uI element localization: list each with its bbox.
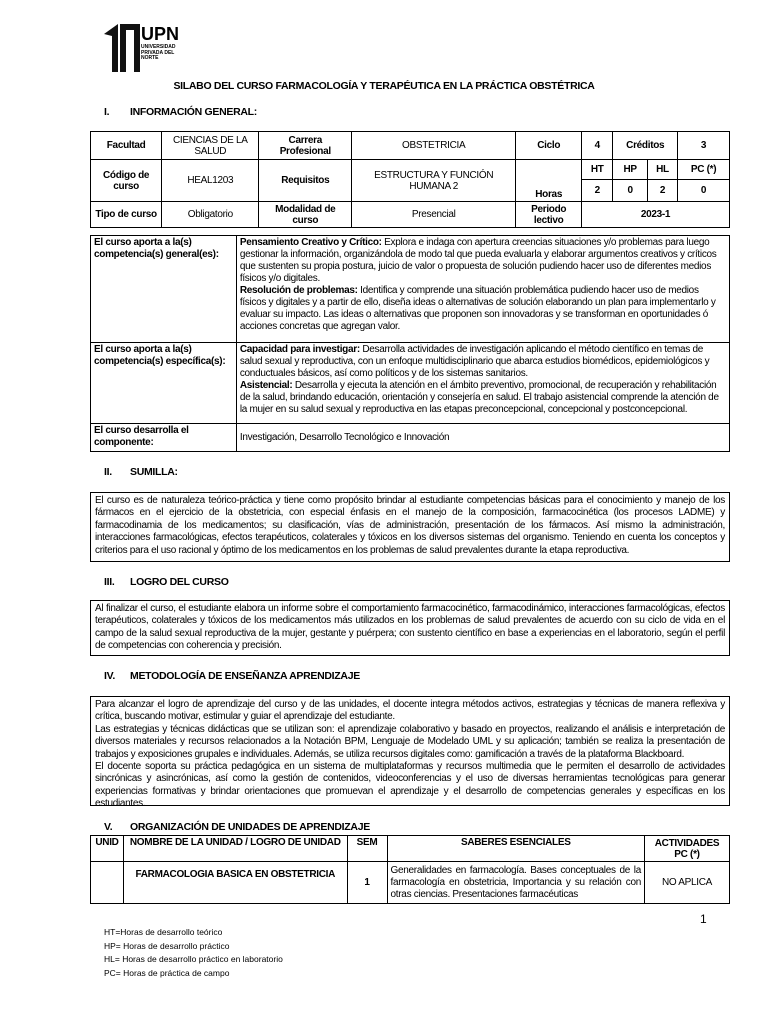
- ht-label: HT: [582, 160, 613, 180]
- unidades-table: [90, 835, 730, 904]
- footnote-ht: HT=Horas de desarrollo teórico: [104, 927, 223, 937]
- modalidad-value: Presencial: [352, 202, 516, 228]
- pc-label: PC (*): [678, 160, 730, 180]
- facultad-value: CIENCIAS DE LA SALUD: [162, 132, 259, 160]
- pc-value: 0: [678, 180, 730, 202]
- unidades-header-saberes: SABERES ESENCIALES: [387, 836, 644, 862]
- requisitos-value: ESTRUCTURA Y FUNCIÓN HUMANA 2: [352, 160, 516, 202]
- general-info-table: [90, 131, 730, 228]
- footnote-hp: HP= Horas de desarrollo práctico: [104, 940, 230, 951]
- tipo-value: Obligatorio: [162, 202, 259, 228]
- competencias-table: [90, 235, 730, 452]
- requisitos-label: Requisitos: [259, 160, 352, 202]
- creditos-label: Créditos: [613, 132, 678, 160]
- carrera-label: Carrera Profesional: [259, 132, 352, 160]
- metodologia-text: [90, 696, 730, 810]
- creditos-value: 3: [678, 132, 730, 160]
- page-number: 1: [700, 912, 707, 926]
- hl-value: 2: [647, 180, 677, 202]
- section-5-heading: V. ORGANIZACIÓN DE UNIDADES DE APRENDIZAJE: [104, 821, 370, 833]
- upn-logo: [104, 24, 184, 72]
- ht-value: 2: [582, 180, 613, 202]
- metodologia-paragraph: Las estrategias y técnicas didácticas que se utilizan son: el aprendizaje colaborativo y basado en proyectos, realizando el análisis e interpretación de diversos materiales y recursos relacionados a la Notación BPM, Lenguaje de Modelado UML y su aplicación; también se realiza la presentación de trabajos y exposiciones grupales e individuales. Además, se utiliza recursos digitales como: gamificación a través de la plataforma Blackboard.: [95, 723, 725, 760]
- componente-value: Investigación, Desarrollo Tecnológico e Innovación: [236, 424, 729, 452]
- modalidad-label: Modalidad de curso: [259, 202, 352, 228]
- section-2-heading: II. SUMILLA:: [104, 466, 178, 478]
- tipo-label: Tipo de curso: [91, 202, 162, 228]
- unidades-header-unid: UNID: [91, 836, 124, 862]
- carrera-value: OBSTETRICIA: [352, 132, 516, 160]
- hl-label: HL: [647, 160, 677, 180]
- unidad-saberes: Generalidades en farmacología. Bases conceptuales de la farmacología en obstetricia, Importancia y su relación con otras ciencias. Presentaciones farmacéuticas: [387, 862, 644, 904]
- metodologia-paragraph: Para alcanzar el logro de aprendizaje del curso y de las unidades, el docente integra métodos activos, estrategias y técnicas de manera reflexiva y crítica, buscando motivar, estimular y guiar el aprendizaje del estudiante.: [95, 699, 725, 723]
- section-3-heading: III. LOGRO DEL CURSO: [104, 576, 229, 588]
- table-row: [91, 862, 730, 904]
- competencia-general-label: El curso aporta a la(s) competencia(s) general(es):: [91, 236, 237, 343]
- periodo-value: 2023-1: [582, 202, 730, 228]
- footnote-pc: PC= Horas de práctica de campo: [104, 967, 230, 978]
- unidad-number: [91, 862, 124, 904]
- document-title: SILABO DEL CURSO FARMACOLOGÍA Y TERAPÉUTICA EN LA PRÁCTICA OBSTÉTRICA: [173, 80, 595, 92]
- competencia-especifica-label: El curso aporta a la(s) competencia(s) específica(s):: [91, 343, 237, 424]
- unidades-header-nombre: NOMBRE DE LA UNIDAD / LOGRO DE UNIDAD: [123, 836, 347, 862]
- horas-label: Horas: [516, 160, 582, 202]
- unidad-nombre: FARMACOLOGIA BASICA EN OBSTETRICIA: [123, 862, 347, 904]
- codigo-value: HEAL1203: [162, 160, 259, 202]
- section-4-heading: IV. METODOLOGÍA DE ENSEÑANZA APRENDIZAJE: [104, 670, 360, 682]
- ciclo-value: 4: [582, 132, 613, 160]
- footnote-hl: HL= Horas de desarrollo práctico en laboratorio: [104, 954, 283, 964]
- unidades-header-actividades: ACTIVIDADES PC (*): [645, 836, 730, 862]
- upn-logo-icon: [104, 24, 144, 72]
- unidad-actividades: NO APLICA: [645, 862, 730, 904]
- competencia-especifica-text: Capacidad para investigar: Desarrolla actividades de investigación aplicando el método científico en temas de salud sexual y reproductiva, con un enfoque multidisciplinario que abarca estudios biomédicos, epidemiológicos y conductuales básicos, así como políticos y de los sistemas sanitarios. Asistencial: Desarrolla y ejecuta la atención en el ámbito preventivo, promocional, de recuperación y rehabilitación de la salud, brindando educación, orientación y consejería en salud. El trabajo asistencial comprende la atención de la mujer en su salud sexual y reproductiva en las etapas preconcepcional, concepcional y postconcepcional.: [236, 343, 729, 424]
- facultad-label: Facultad: [91, 132, 162, 160]
- componente-label: El curso desarrolla el componente:: [91, 424, 237, 452]
- periodo-label: Periodo lectivo: [516, 202, 582, 228]
- logo-subtitle: UNIVERSIDAD PRIVADA DEL NORTE: [141, 44, 176, 61]
- hp-value: 0: [613, 180, 648, 202]
- logro-text: Al finalizar el curso, el estudiante elabora un informe sobre el comportamiento farmacocinético, farmacodinámico, interacciones farmacológicas, efectos terapéuticos, colaterales y tóxicos de los medicamentos más utilizados en los problemas de salud prevalentes de acuerdo con su ciclo de vida en el campo de la salud sexual reproductiva de la mujer, gestante y puérpera; con sustento científico en base a experiencias en el laboratorio, según el perfil de competencias con coherencia y precisión.: [90, 600, 730, 656]
- sumilla-text: El curso es de naturaleza teórico-práctica y tiene como propósito brindar al estudiante competencias básicas para el conocimiento y manejo de los fármacos en el ejercicio de la obstetricia, con especial énfasis en el manejo de la composición, farmacocinética (los procesos LADME) y farmacodinamia de los medicamentos; su clasificación, vías de administración, presentación de los fármacos. Así mismo la administración, interacciones farmacológicas, efectos terapéuticos, colaterales y tóxicos en los diversos sistemas del organismo. Teniendo en cuenta los conceptos y criterios para el uso racional y óptimo de los medicamentos en los problemas de salud prevalentes durante la etapa reproductiva.: [90, 492, 730, 562]
- unidades-header-sem: SEM: [347, 836, 387, 862]
- ciclo-label: Ciclo: [516, 132, 582, 160]
- section-1-heading: I. INFORMACIÓN GENERAL:: [104, 106, 257, 118]
- footnotes: [104, 926, 283, 980]
- metodologia-paragraph: El docente soporta su práctica pedagógica en un sistema de multiplataformas y recursos multimedia que le permiten el desarrollo de actividades sincrónicas y asincrónicas, así como la gestión de contenidos, videoconferencias y el uso de diversas herramientas tecnológicas para generar experiencias formativas y brindar orientaciones que promuevan el aprendizaje y el desarrollo de competencias generales y específicas en los estudiantes.: [95, 761, 725, 810]
- codigo-label: Código de curso: [91, 160, 162, 202]
- unidad-sem: 1: [347, 862, 387, 904]
- hp-label: HP: [613, 160, 648, 180]
- competencia-general-text: Pensamiento Creativo y Crítico: Explora e indaga con apertura creencias situaciones y/o problemas para luego gestionar la información, organizándola de modo tal que pueda evaluarla y elaborar argumentos creativos y críticos que sustenten su propia postura, juicio de valor o propuesta de solución pudiendo hacer uso de diferentes medios físicos y/o digitales. Resolución de problemas: Identifica y comprende una situación problemática pudiendo hacer uso de medios físicos y digitales y a partir de ello, diseña ideas o alternativas de solución elaborando un plan para implementarlo y evaluar su impacto. Las ideas o alternativas que proponen son innovadoras y se transforman en oportunidades ó acciones concretas que agregan valor.: [236, 236, 729, 343]
- logo-text: UPN: [141, 24, 180, 44]
